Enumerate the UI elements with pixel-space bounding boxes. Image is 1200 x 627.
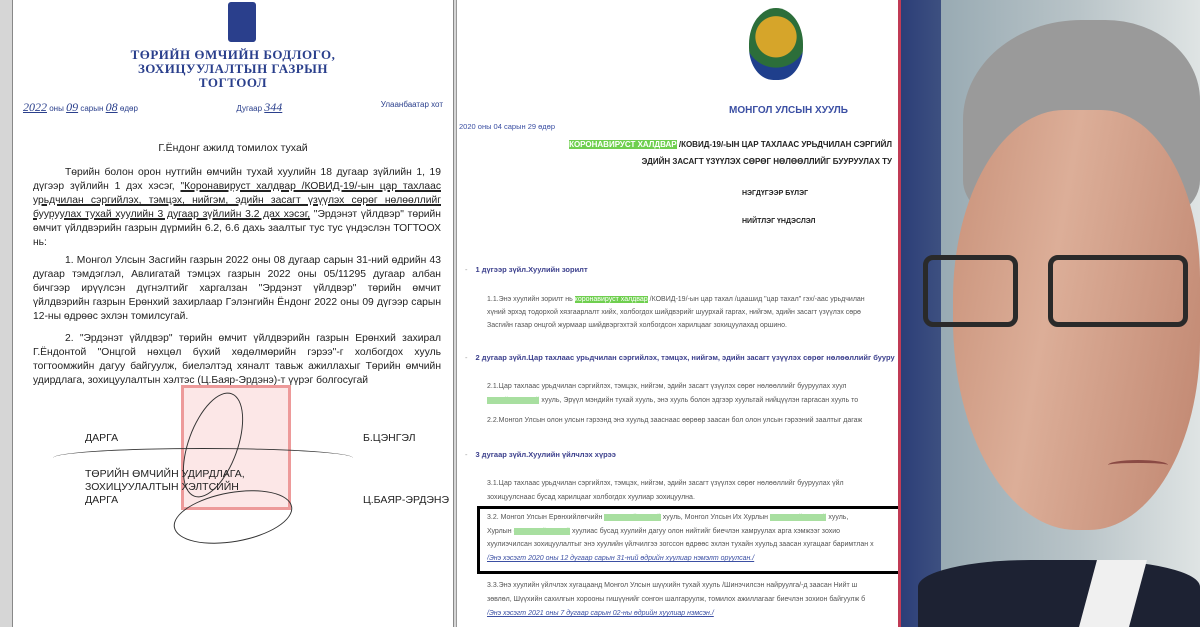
- highlight: сонгуулийн тухай: [604, 514, 661, 521]
- item-1: 1. Монгол Улсын Засгийн газрын 2022 оны 08 дугаар сарын 31-ний өдрийн 43 дугаар тэмдэглэл, Авлигатай тэмцэх газрын 2022 оны 05/11295 дугаар албан бичгээр ирүүлсэн дүгнэлтийг харгалзан "Эрдэнэт үйлдвэр" төрийн өмчит үйлдвэрийн газрын Ерөнхий захирлаар Гэлэнгийн Ёндонг 2022 оны 09 дүгээр сарын 12-ны өдрөөс эхлэн томилсугай.: [33, 255, 441, 322]
- signer-title: ЗОХИЦУУЛАЛТЫН ХЭЛТСИЙН: [85, 481, 239, 493]
- signer-title: ДАРГА: [85, 494, 119, 506]
- text: 3.1.Цар тахлаас урьдчилан сэргийлэх, тэмцэх, нийгэм, эдийн засагт үзүүлэх сөрөг нөлөөллийг бууруулах үйл: [487, 480, 844, 487]
- year: 2022: [23, 100, 47, 114]
- text: хууль,: [826, 514, 849, 521]
- collapse-icon[interactable]: -: [465, 265, 468, 274]
- highlight: сэргийлэх тухай: [487, 397, 540, 404]
- glasses-right-lens: [1048, 255, 1188, 327]
- text: хууль, Монгол Улсын Их Хурлын: [660, 514, 770, 521]
- text: 1.1.Энэ хуулийн зорилт нь: [487, 296, 575, 303]
- title-line: ТОГТООЛ: [198, 75, 268, 90]
- chapter: НЭГДҮГЭЭР БҮЛЭГ: [742, 190, 809, 197]
- signer-name: Б.ЦЭНГЭЛ: [363, 432, 416, 444]
- article-heading: 3 дугаар зүйл.Хуулийн үйлчлэх хүрээ: [475, 450, 616, 459]
- highlight: сонгуулийн тухай: [513, 528, 570, 535]
- law-title: МОНГОЛ УЛСЫН ХУУЛЬ: [729, 105, 848, 116]
- official-portrait-photo: [898, 0, 1200, 627]
- text: 2.2.Монгол Улсын олон улсын гэрээнд энэ хуульд зааснаас өөрөөр заасан бол олон улсын гэрээний заалтыг дагаж: [487, 417, 863, 424]
- highlighted-heading: КОРОНАВИРУСТ ХАЛДВАР: [569, 140, 677, 149]
- article-3-toggle[interactable]: [465, 450, 616, 459]
- article-heading: 1 дүгээр зүйл.Хуулийн зорилт: [475, 265, 588, 274]
- collapse-icon[interactable]: -: [465, 450, 468, 459]
- text: зөвлөл, Шүүхийн сахилгын хорооны гишүүнийг сонгон шалгаруулж, томилох ажиллагааг биечлэн зохион байгуулж б: [487, 596, 866, 603]
- underlined-text: "Коронавируст халдвар /КОВИД-19/-ын цар тахлаас урьдчилан сэргийлэх, тэмцэх, нийгэм, эдийн засагт үзүүлэх сөрөг нөлөөллийг бууруулах тухай хуулийн 3 дугаар зүйлийн 3.2 дах хэсэг,: [33, 181, 441, 220]
- collapse-icon[interactable]: -: [465, 353, 468, 362]
- suit: [918, 560, 1200, 627]
- amendment-link[interactable]: /Энэ хэсэгт 2021 оны 7 дугаар сарын 02-ны өдрийн хуулиар нэмсэн./: [487, 610, 714, 617]
- label: оны: [49, 104, 64, 113]
- signature-stroke: [53, 448, 353, 468]
- heading: /КОВИД-19/-ЫН ЦАР ТАХЛААС УРЬДЧИЛАН СЭРГИЙЛ: [676, 140, 892, 149]
- amendment-link[interactable]: /Энэ хэсэгт 2020 оны 12 дугаар сарын 31-ний өдрийн хуулиар нэмэлт оруулсан./: [487, 555, 755, 562]
- title-line: ЗОХИЦУУЛАЛТЫН ГАЗРЫН: [137, 61, 329, 76]
- resolution-title: [13, 48, 453, 90]
- glasses-left-lens: [923, 255, 1018, 327]
- signer-title: ДАРГА: [85, 432, 119, 444]
- text: /КОВИД-19/-ын цар тахал /цаашид "цар тахал" гэх/-аас урьдчилан: [647, 296, 865, 303]
- label: өдөр: [119, 104, 138, 113]
- resolution-number: 344: [264, 100, 283, 114]
- text: зохицуулснаас бусад харилцааг холбогдох хуулиар зохицуулна.: [487, 494, 695, 501]
- text: Хурлын: [487, 528, 514, 535]
- article-heading: 2 дугаар зүйл.Цар тахлаас урьдчилан сэргийлэх, тэмцэх, нийгэм, эдийн засагт үзүүлэх сөрөг нөлөөллийг бууру: [475, 353, 895, 362]
- label: сарын: [80, 104, 104, 113]
- law-date: 2020 оны 04 сарын 29 өдөр: [459, 122, 556, 131]
- day: 08: [105, 100, 118, 114]
- resolution-page: [12, 0, 454, 627]
- text: хүний эрхэд тодорхой хязгаарлалт хийх, холбогдох шийдвэрийг шуурхай гаргах, нийгэм, эдийн засагт үзүүлэх сөрө: [487, 309, 861, 316]
- text: Төрийн болон орон нутгийн өмчийн тухай хуулийн 18 дугаар зүйлийн 1, 19 дүгээр зүйлийн 1 дэх хэсэг,: [33, 167, 441, 192]
- mouth: [1108, 460, 1168, 470]
- state-emblem-icon: [749, 8, 803, 80]
- item-2: 2. "Эрдэнэт үйлдвэр" төрийн өмчит үйлдвэрийн газрын Ерөнхий захирал Г.Ёндонтой "Онцгой нөхцөл бүхий хөдөлмөрийн гэрээ"-г холбогдох хууль тогтоомжийн дагуу байгуулж, биелэлтэд хяналт тавьж ажиллахыг Төрийн өмчийн удирдлага, зохицуулалтын хэлтэс (Ц.Баяр-Эрдэнэ)-т үүрэг болгосугай: [33, 333, 441, 386]
- intro-paragraph: [33, 166, 441, 250]
- number-label: Дугаар: [236, 104, 263, 113]
- highlight: сонгуулийн тухай: [769, 514, 827, 521]
- text: хуулиас бусад хуулийн дагуу олон нийтийг биечлэн хамруулах арга хэмжээг зохио: [570, 528, 841, 535]
- city: Улаанбаатар хот: [380, 100, 443, 109]
- heading: ЭДИЙН ЗАСАГТ ҮЗҮҮЛЭХ СӨРӨГ НӨЛӨӨЛЛИЙГ БУУРУУЛАХ ТУ: [641, 157, 892, 166]
- text: 3.2. Монгол Улсын Ерөнхийлөгчийн: [487, 514, 605, 521]
- text: 2.1.Цар тахлаас урьдчилан сэргийлэх, тэмцэх, нийгэм, эдийн засагт үзүүлэх сөрөг нөлөөллийг бууруулах хуул: [487, 383, 847, 390]
- subject: Г.Ёндонг ажилд томилох тухай: [158, 142, 308, 154]
- soyombo-emblem-icon: [228, 2, 256, 42]
- article-2-toggle[interactable]: [465, 353, 895, 362]
- text: хууль, Эрүүл мэндийн тухай хууль, энэ хууль болон эдгээр хуультай нийцүүлэн гаргасан хууль то: [539, 397, 859, 404]
- text: хуулиэчилсан зохицуулалтыг энэ хуулийн үйлчилгээ зогссон өдрөөс эхлэн тухайн хуульд заасан хугацааг баримтлан х: [487, 541, 874, 548]
- highlight: коронавируст халдвар: [574, 296, 648, 303]
- article-1-toggle[interactable]: [465, 265, 588, 274]
- text: Засгийн газар онцгой журмаар шийдвэргэхтэй холбогдсон харилцааг зохицуулахад оршино.: [487, 322, 787, 329]
- signer-name: Ц.БАЯР-ЭРДЭНЭ: [363, 494, 450, 506]
- text: "Эрдэнэт үйлдвэр" төрийн өмчит үйлдвэрийн газрын дүрмийн 6.2, 6.6 дахь заалтыг тус тус үндэслэн ТОГТООХ нь:: [33, 209, 441, 248]
- text: 3.3.Энэ хуулийн үйлчлэх хугацаанд Монгол Улсын шүүхийн тухай хууль /Шинэчилсэн найруулга/-д заасан Нийт ш: [487, 582, 858, 589]
- title-line: ТӨРИЙН ӨМЧИЙН БОДЛОГО,: [130, 47, 336, 62]
- date-line: [23, 100, 443, 115]
- government-resolution-document: [0, 0, 456, 627]
- chapter-title: НИЙТЛЭГ ҮНДЭСЛЭЛ: [742, 218, 816, 225]
- month: 09: [66, 100, 79, 114]
- signer-title: ТӨРИЙН ӨМЧИЙН УДИРДЛАГА,: [85, 468, 245, 480]
- law-document: [456, 0, 898, 627]
